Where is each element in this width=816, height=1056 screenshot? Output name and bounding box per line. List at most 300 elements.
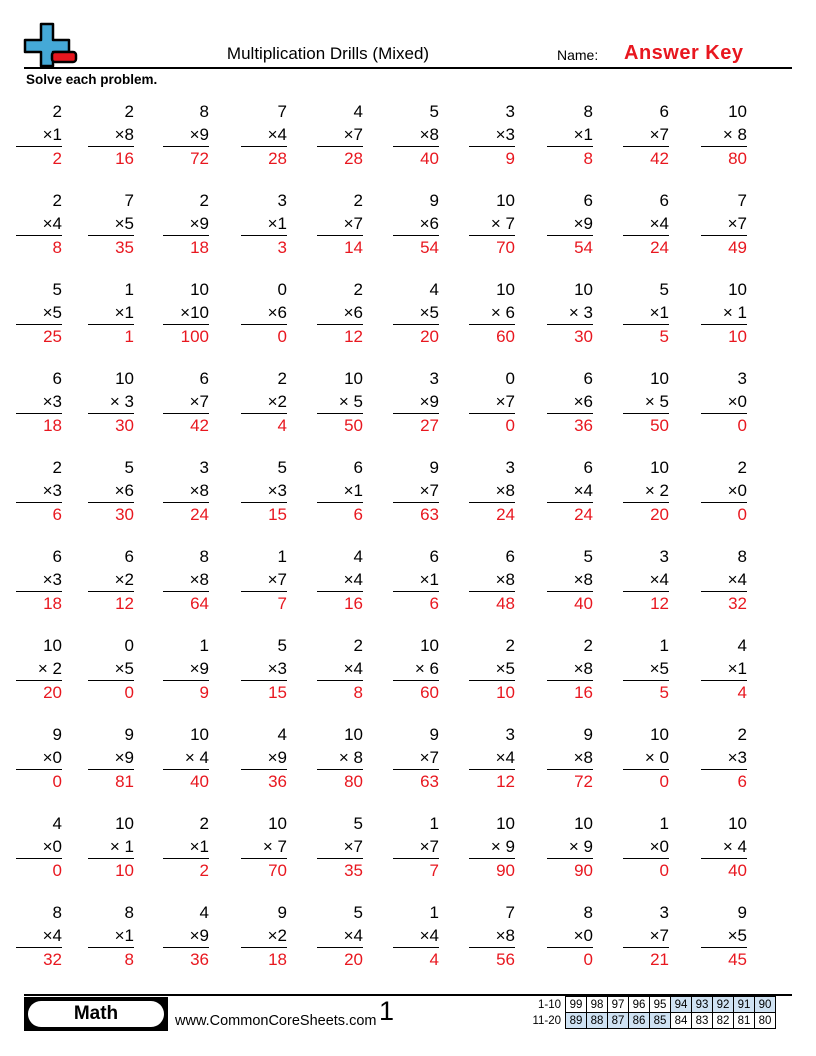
problem-top-number: 7 — [277, 102, 287, 121]
problem-top-number: 8 — [737, 547, 747, 566]
problem-answer: 8 — [583, 149, 593, 168]
problem-multiplier: ×4 — [241, 123, 287, 147]
problem-answer: 6 — [353, 505, 363, 524]
problem — [163, 812, 209, 884]
problem-top-number: 6 — [659, 191, 669, 210]
answer-key-label: Answer Key — [624, 42, 744, 64]
problem — [547, 812, 593, 884]
problem-answer: 24 — [190, 505, 209, 524]
score-cell: 82 — [713, 1013, 734, 1029]
problem-multiplier: ×3 — [701, 746, 747, 770]
problem-multiplier: ×3 — [16, 390, 62, 414]
problem-top-number: 5 — [429, 102, 439, 121]
problem-answer: 40 — [420, 149, 439, 168]
problem-multiplier: ×3 — [241, 657, 287, 681]
problem-top-number: 3 — [659, 903, 669, 922]
problem-top-number: 10 — [574, 814, 593, 833]
problem-multiplier: ×3 — [16, 479, 62, 503]
problem-multiplier: ×4 — [317, 657, 363, 681]
problem-multiplier: ×8 — [547, 746, 593, 770]
problem-multiplier: ×5 — [701, 924, 747, 948]
problem-multiplier: ×7 — [623, 924, 669, 948]
problem-answer: 30 — [574, 327, 593, 346]
problem-multiplier: × 6 — [393, 657, 439, 681]
score-cell: 87 — [608, 1013, 629, 1029]
problem — [88, 278, 134, 350]
problem-multiplier: × 1 — [701, 301, 747, 325]
problem-multiplier: ×1 — [547, 123, 593, 147]
problem-top-number: 5 — [659, 280, 669, 299]
problem-multiplier: ×4 — [547, 479, 593, 503]
problem — [317, 100, 363, 172]
problem-answer: 18 — [43, 594, 62, 613]
problem — [547, 456, 593, 528]
problem-multiplier: ×9 — [163, 657, 209, 681]
problem-answer: 32 — [728, 594, 747, 613]
problem — [241, 634, 287, 706]
problem-answer: 6 — [52, 505, 62, 524]
page-number: 1 — [379, 996, 395, 1026]
problem-answer: 18 — [268, 950, 287, 969]
problem-top-number: 1 — [659, 636, 669, 655]
problem-answer: 6 — [737, 772, 747, 791]
problem-top-number: 10 — [43, 636, 62, 655]
problem-multiplier: ×9 — [547, 212, 593, 236]
problem-multiplier: × 7 — [241, 835, 287, 859]
problem-top-number: 2 — [353, 191, 363, 210]
problem-top-number: 10 — [344, 725, 363, 744]
problem-top-number: 5 — [277, 636, 287, 655]
name-label: Name: — [557, 47, 599, 63]
problem-top-number: 6 — [124, 547, 134, 566]
problem-top-number: 9 — [124, 725, 134, 744]
score-row — [521, 997, 776, 1013]
problem-top-number: 6 — [52, 547, 62, 566]
problem-answer: 100 — [180, 327, 209, 346]
problem-multiplier: ×8 — [393, 123, 439, 147]
problem-answer: 0 — [583, 950, 593, 969]
problem-top-number: 5 — [277, 458, 287, 477]
problem — [623, 545, 669, 617]
problem-multiplier: ×0 — [16, 835, 62, 859]
problem — [163, 278, 209, 350]
problem — [701, 100, 747, 172]
score-cell: 91 — [734, 997, 755, 1013]
problem-multiplier: ×4 — [16, 924, 62, 948]
problem-multiplier: ×7 — [317, 123, 363, 147]
problem-top-number: 3 — [505, 458, 515, 477]
problem-answer: 0 — [52, 772, 62, 791]
problem-multiplier: ×8 — [163, 479, 209, 503]
problem — [163, 634, 209, 706]
problem-top-number: 4 — [199, 903, 209, 922]
problem-answer: 72 — [574, 772, 593, 791]
problem-multiplier: × 9 — [469, 835, 515, 859]
problem — [16, 189, 62, 261]
problem-answer: 2 — [199, 861, 209, 880]
problem — [469, 456, 515, 528]
problem-answer: 5 — [659, 327, 669, 346]
problem-answer: 20 — [650, 505, 669, 524]
problem-multiplier: ×5 — [88, 657, 134, 681]
problem-answer: 8 — [52, 238, 62, 257]
score-cell: 86 — [629, 1013, 650, 1029]
problem-top-number: 5 — [583, 547, 593, 566]
problem-top-number: 10 — [650, 725, 669, 744]
problem — [393, 278, 439, 350]
problem-multiplier: ×1 — [88, 924, 134, 948]
problem-answer: 18 — [43, 416, 62, 435]
problem-multiplier: × 8 — [317, 746, 363, 770]
problem — [547, 545, 593, 617]
problem-multiplier: ×1 — [393, 568, 439, 592]
problem — [16, 545, 62, 617]
problem-top-number: 10 — [728, 280, 747, 299]
score-cell: 99 — [566, 997, 587, 1013]
score-cell: 83 — [692, 1013, 713, 1029]
problem — [701, 634, 747, 706]
problem-multiplier: ×9 — [163, 924, 209, 948]
problem-top-number: 6 — [659, 102, 669, 121]
score-cell: 97 — [608, 997, 629, 1013]
problem — [701, 545, 747, 617]
problem-top-number: 3 — [659, 547, 669, 566]
problem-answer: 49 — [728, 238, 747, 257]
problem-multiplier: ×5 — [623, 657, 669, 681]
problem-answer: 4 — [429, 950, 439, 969]
problem-answer: 0 — [277, 327, 287, 346]
problem-top-number: 10 — [728, 102, 747, 121]
problem-multiplier: ×0 — [547, 924, 593, 948]
problem-top-number: 9 — [277, 903, 287, 922]
problem — [16, 456, 62, 528]
problem-answer: 0 — [52, 861, 62, 880]
problem-top-number: 0 — [277, 280, 287, 299]
problem — [623, 812, 669, 884]
score-row-label: 11-20 — [532, 1014, 561, 1027]
problem-multiplier: ×0 — [623, 835, 669, 859]
problem — [547, 367, 593, 439]
problem-answer: 81 — [115, 772, 134, 791]
problem-answer: 12 — [344, 327, 363, 346]
problem-top-number: 1 — [429, 814, 439, 833]
problem-multiplier: ×9 — [393, 390, 439, 414]
problem-multiplier: ×1 — [88, 301, 134, 325]
problem-answer: 16 — [574, 683, 593, 702]
score-cell: 88 — [587, 1013, 608, 1029]
problem-multiplier: ×4 — [469, 746, 515, 770]
problem-top-number: 6 — [52, 369, 62, 388]
problem-answer: 72 — [190, 149, 209, 168]
problem — [88, 812, 134, 884]
problem-answer: 45 — [728, 950, 747, 969]
website-link[interactable]: www.CommonCoreSheets.com — [175, 1013, 377, 1029]
problem-multiplier: ×1 — [16, 123, 62, 147]
problem-top-number: 5 — [353, 814, 363, 833]
problem — [88, 901, 134, 973]
problem-answer: 7 — [277, 594, 287, 613]
problem-answer: 24 — [496, 505, 515, 524]
problem — [547, 100, 593, 172]
problem — [701, 278, 747, 350]
worksheet-title: Multiplication Drills (Mixed) — [226, 44, 430, 63]
problem — [623, 456, 669, 528]
problem-top-number: 10 — [650, 369, 669, 388]
score-cell: 89 — [566, 1013, 587, 1029]
problem — [163, 901, 209, 973]
problem — [547, 901, 593, 973]
problem-answer: 35 — [115, 238, 134, 257]
problem — [163, 723, 209, 795]
problem-answer: 14 — [344, 238, 363, 257]
problem-top-number: 10 — [650, 458, 669, 477]
problem — [701, 901, 747, 973]
problem-multiplier: ×7 — [701, 212, 747, 236]
problem — [317, 456, 363, 528]
problem-top-number: 3 — [429, 369, 439, 388]
problem-answer: 90 — [496, 861, 515, 880]
score-table — [521, 996, 776, 1029]
problem-multiplier: × 4 — [701, 835, 747, 859]
problem — [241, 100, 287, 172]
score-cell: 84 — [671, 1013, 692, 1029]
problem — [393, 723, 439, 795]
problem-multiplier: ×4 — [701, 568, 747, 592]
subject-label: Math — [28, 1001, 164, 1027]
problem — [701, 367, 747, 439]
score-cell: 85 — [650, 1013, 671, 1029]
problem-answer: 63 — [420, 772, 439, 791]
problem-answer: 20 — [43, 683, 62, 702]
problem-multiplier: ×6 — [88, 479, 134, 503]
problem-answer: 54 — [574, 238, 593, 257]
problem — [16, 278, 62, 350]
problem-answer: 60 — [420, 683, 439, 702]
problem — [623, 634, 669, 706]
problem-top-number: 2 — [353, 280, 363, 299]
score-cell: 98 — [587, 997, 608, 1013]
problem-multiplier: ×8 — [469, 479, 515, 503]
problem-multiplier: ×9 — [163, 212, 209, 236]
problem — [393, 634, 439, 706]
problem-multiplier: ×1 — [163, 835, 209, 859]
problem-answer: 40 — [574, 594, 593, 613]
problem — [88, 456, 134, 528]
problem-answer: 4 — [277, 416, 287, 435]
problem-answer: 48 — [496, 594, 515, 613]
problem-top-number: 4 — [429, 280, 439, 299]
problem-answer: 60 — [496, 327, 515, 346]
score-row — [521, 1013, 776, 1029]
problem — [88, 100, 134, 172]
problem-multiplier: × 3 — [88, 390, 134, 414]
problem-answer: 1 — [124, 327, 134, 346]
problem-answer: 32 — [43, 950, 62, 969]
problem-top-number: 9 — [583, 725, 593, 744]
score-cell: 81 — [734, 1013, 755, 1029]
problem-top-number: 3 — [737, 369, 747, 388]
problem-top-number: 10 — [115, 814, 134, 833]
problem-top-number: 7 — [505, 903, 515, 922]
problem — [16, 812, 62, 884]
problem-top-number: 2 — [52, 102, 62, 121]
problem-top-number: 5 — [353, 903, 363, 922]
problem — [16, 723, 62, 795]
problem-multiplier: × 8 — [701, 123, 747, 147]
problem-top-number: 10 — [496, 280, 515, 299]
problem-answer: 0 — [659, 772, 669, 791]
problem — [393, 545, 439, 617]
problem — [317, 812, 363, 884]
problem-multiplier: ×4 — [623, 212, 669, 236]
problem-multiplier: × 5 — [317, 390, 363, 414]
problem-answer: 18 — [190, 238, 209, 257]
problem-multiplier: ×4 — [623, 568, 669, 592]
problem-multiplier: ×3 — [469, 123, 515, 147]
problem-answer: 4 — [737, 683, 747, 702]
problem-answer: 40 — [190, 772, 209, 791]
problem-answer: 70 — [496, 238, 515, 257]
problem-answer: 36 — [268, 772, 287, 791]
plus-minus-logo-icon — [22, 22, 80, 68]
problem — [469, 634, 515, 706]
problem-top-number: 9 — [737, 903, 747, 922]
problem — [88, 367, 134, 439]
problem-answer: 30 — [115, 416, 134, 435]
problem-answer: 10 — [728, 327, 747, 346]
problem-multiplier: ×0 — [701, 479, 747, 503]
problem-multiplier: ×5 — [16, 301, 62, 325]
problem — [623, 278, 669, 350]
problem — [393, 100, 439, 172]
problem-answer: 27 — [420, 416, 439, 435]
problem-answer: 8 — [124, 950, 134, 969]
problem-answer: 56 — [496, 950, 515, 969]
problem-answer: 12 — [115, 594, 134, 613]
problem — [469, 723, 515, 795]
problem-answer: 28 — [268, 149, 287, 168]
problem — [547, 189, 593, 261]
problem-multiplier: ×8 — [547, 568, 593, 592]
problem — [163, 545, 209, 617]
problem-top-number: 8 — [124, 903, 134, 922]
problem-multiplier: ×2 — [241, 390, 287, 414]
problem-top-number: 10 — [496, 814, 515, 833]
problem-multiplier: ×5 — [393, 301, 439, 325]
problem-multiplier: ×7 — [393, 835, 439, 859]
problem-top-number: 10 — [496, 191, 515, 210]
problem — [163, 189, 209, 261]
problem-top-number: 5 — [52, 280, 62, 299]
problem-top-number: 8 — [52, 903, 62, 922]
problem-multiplier: ×7 — [163, 390, 209, 414]
problem — [469, 100, 515, 172]
problem-multiplier: ×7 — [623, 123, 669, 147]
problem-multiplier: × 7 — [469, 212, 515, 236]
problem-multiplier: ×5 — [88, 212, 134, 236]
problem-multiplier: × 9 — [547, 835, 593, 859]
problem-multiplier: ×8 — [469, 924, 515, 948]
problem-top-number: 2 — [52, 458, 62, 477]
problem-multiplier: ×8 — [469, 568, 515, 592]
problem-answer: 2 — [52, 149, 62, 168]
problem-answer: 12 — [496, 772, 515, 791]
problem-answer: 9 — [505, 149, 515, 168]
problem-answer: 0 — [505, 416, 515, 435]
problem-multiplier: ×4 — [317, 924, 363, 948]
problem-answer: 20 — [420, 327, 439, 346]
problem-multiplier: ×8 — [547, 657, 593, 681]
problem-multiplier: × 0 — [623, 746, 669, 770]
problem-top-number: 10 — [190, 725, 209, 744]
problem-multiplier: × 4 — [163, 746, 209, 770]
problem-answer: 8 — [353, 683, 363, 702]
problem-top-number: 2 — [737, 725, 747, 744]
problem — [16, 100, 62, 172]
problem-top-number: 2 — [52, 191, 62, 210]
problem-answer: 90 — [574, 861, 593, 880]
problem-top-number: 6 — [429, 547, 439, 566]
problem — [623, 901, 669, 973]
problem — [547, 634, 593, 706]
problem — [317, 278, 363, 350]
problem-answer: 63 — [420, 505, 439, 524]
problem-answer: 50 — [344, 416, 363, 435]
problem-multiplier: ×8 — [88, 123, 134, 147]
problem-multiplier: ×5 — [469, 657, 515, 681]
problem — [393, 812, 439, 884]
problem — [163, 456, 209, 528]
problem-multiplier: ×4 — [317, 568, 363, 592]
problem-multiplier: ×7 — [241, 568, 287, 592]
problem-answer: 0 — [124, 683, 134, 702]
problem-answer: 10 — [115, 861, 134, 880]
problem-top-number: 8 — [199, 102, 209, 121]
subject-badge — [24, 997, 168, 1031]
problem-multiplier: ×6 — [317, 301, 363, 325]
problem-multiplier: ×9 — [163, 123, 209, 147]
problem-answer: 54 — [420, 238, 439, 257]
problem — [88, 545, 134, 617]
problem — [623, 723, 669, 795]
problem-top-number: 10 — [268, 814, 287, 833]
problem-answer: 64 — [190, 594, 209, 613]
problem-top-number: 6 — [583, 369, 593, 388]
problem-multiplier: × 2 — [623, 479, 669, 503]
problem-top-number: 2 — [199, 191, 209, 210]
problem-top-number: 4 — [353, 547, 363, 566]
problem-answer: 36 — [574, 416, 593, 435]
problem-multiplier: ×7 — [317, 212, 363, 236]
problem-answer: 12 — [650, 594, 669, 613]
problem-multiplier: × 6 — [469, 301, 515, 325]
problem-answer: 7 — [429, 861, 439, 880]
instructions: Solve each problem. — [26, 72, 158, 87]
problem-answer: 5 — [659, 683, 669, 702]
problem-multiplier: ×4 — [393, 924, 439, 948]
problem-multiplier: ×1 — [623, 301, 669, 325]
problem-top-number: 4 — [737, 636, 747, 655]
problem-top-number: 0 — [505, 369, 515, 388]
problem-multiplier: ×6 — [393, 212, 439, 236]
problem-multiplier: ×10 — [163, 301, 209, 325]
problem-top-number: 4 — [353, 102, 363, 121]
problem — [241, 901, 287, 973]
problem — [16, 901, 62, 973]
problem-multiplier: ×7 — [393, 479, 439, 503]
problem-answer: 15 — [268, 505, 287, 524]
problem-answer: 15 — [268, 683, 287, 702]
